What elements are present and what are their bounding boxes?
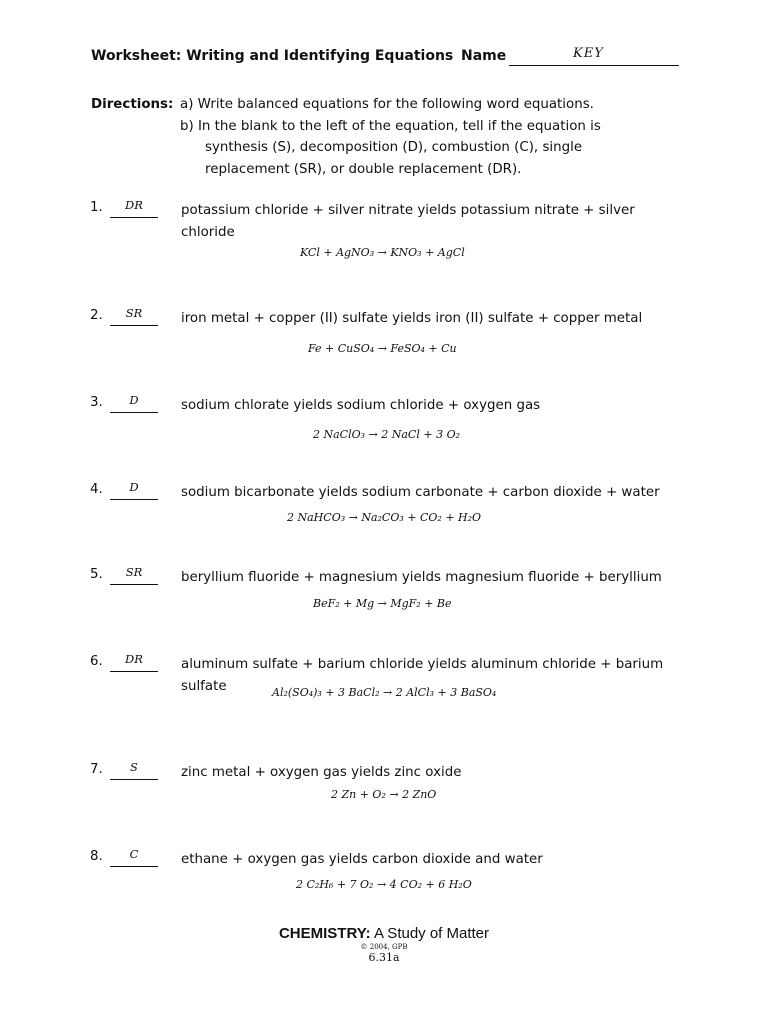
answer-value: S — [130, 760, 138, 774]
question-number: 4. — [90, 482, 103, 497]
answer-value: DR — [125, 652, 143, 666]
answer-blank[interactable] — [110, 499, 158, 500]
directions-label: Directions: — [91, 97, 174, 112]
answer-value: C — [129, 847, 139, 861]
balanced-equation: Al₂(SO₄)₃ + 3 BaCl₂ → 2 AlCl₃ + 3 BaSO₄ — [272, 686, 497, 699]
question-number: 5. — [90, 567, 103, 582]
answer-value: D — [129, 480, 139, 494]
word-equation: aluminum sulfate + barium chloride yields aluminum chloride + barium sulfate — [181, 657, 664, 694]
word-equation: sodium chlorate yields sodium chloride + oxygen gas — [181, 398, 541, 413]
direction-line-a: a) Write balanced equations for the following word equations. — [180, 97, 594, 112]
name-value: KEY — [573, 46, 604, 61]
word-equation: iron metal + copper (II) sulfate yields iron (II) sulfate + copper metal — [181, 311, 643, 326]
word-equation: ethane + oxygen gas yields carbon dioxide and water — [181, 852, 543, 867]
balanced-equation: Fe + CuSO₄ → FeSO₄ + Cu — [308, 342, 457, 355]
answer-blank[interactable] — [110, 584, 158, 585]
name-label: Name — [461, 48, 507, 64]
page-footer — [0, 925, 768, 964]
answer-blank[interactable] — [110, 412, 158, 413]
answer-blank[interactable] — [110, 866, 158, 867]
question-number: 3. — [90, 395, 103, 410]
question-number: 8. — [90, 849, 103, 864]
word-equation: beryllium fluoride + magnesium yields magnesium fluoride + beryllium — [181, 570, 662, 585]
balanced-equation: 2 NaClO₃ → 2 NaCl + 3 O₂ — [313, 428, 460, 441]
footer-copyright: © 2004, GPB — [360, 943, 408, 951]
question-number: 1. — [90, 200, 103, 215]
answer-value: DR — [125, 198, 143, 212]
footer-brand-rest: A Study of Matter — [370, 925, 490, 942]
word-equation: potassium chloride + silver nitrate yields potassium nitrate + silver chloride — [181, 203, 635, 240]
footer-brand-bold: CHEMISTRY: — [278, 925, 371, 942]
question-number: 6. — [90, 654, 103, 669]
word-equation: sodium bicarbonate yields sodium carbonate + carbon dioxide + water — [181, 485, 660, 500]
footer-brand — [0, 925, 768, 942]
balanced-equation: KCl + AgNO₃ → KNO₃ + AgCl — [300, 246, 465, 259]
direction-line-b-cont-1: synthesis (S), decomposition (D), combustion (C), single — [205, 140, 583, 155]
balanced-equation: 2 Zn + O₂ → 2 ZnO — [331, 788, 437, 801]
question-number: 2. — [90, 308, 103, 323]
direction-line-b-cont-2: replacement (SR), or double replacement (DR). — [205, 161, 522, 177]
answer-blank[interactable] — [110, 779, 158, 780]
answer-blank[interactable] — [110, 217, 158, 218]
answer-blank[interactable] — [110, 325, 158, 326]
balanced-equation: 2 C₂H₆ + 7 O₂ → 4 CO₂ + 6 H₂O — [296, 878, 472, 891]
balanced-equation: BeF₂ + Mg → MgF₂ + Be — [313, 597, 452, 610]
answer-value: SR — [125, 306, 143, 320]
name-blank-line — [509, 65, 679, 66]
footer-page-code: 6.31a — [368, 951, 400, 964]
direction-line-b: b) In the blank to the left of the equation, tell if the equation is — [180, 118, 601, 134]
answer-value: D — [129, 393, 139, 407]
answer-blank[interactable] — [110, 671, 158, 672]
question-number: 7. — [90, 762, 103, 777]
word-equation: zinc metal + oxygen gas yields zinc oxide — [181, 765, 462, 780]
worksheet-title: Worksheet: Writing and Identifying Equations — [91, 48, 454, 64]
balanced-equation: 2 NaHCO₃ → Na₂CO₃ + CO₂ + H₂O — [287, 511, 482, 524]
answer-value: SR — [125, 565, 143, 579]
